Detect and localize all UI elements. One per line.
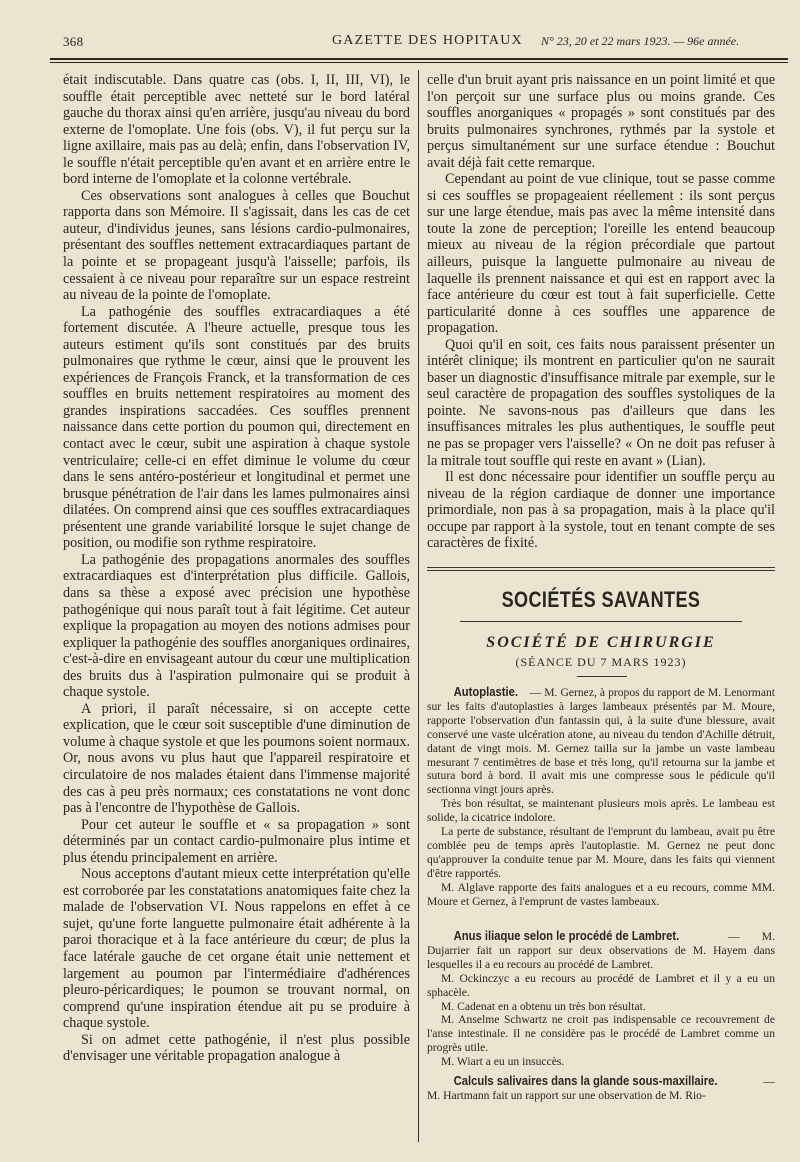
society-title: SOCIÉTÉ DE CHIRURGIE [486, 634, 716, 651]
report-text: La perte de substance, résultant de l'emprunt du lambeau, avait pu être comblée peu de temps après l'autoplastie. M. Gernez ne peut donc qu'approuver la conduite tenue par M. Moure, dans les faits qui viennent d'être rapportés. [427, 825, 775, 880]
paragraph: Cependant au point de vue clinique, tout se passe comme si ces souffles se propageaient réellement : ils sont perçus sur une large étendue, mais pas avec la même intensité dans toute la zone de perception; l'oreille les entend beaucoup mieux au niveau de la région précordiale que partout ailleurs, puisque la languette pulmonaire au niveau de laquelle ils prennent naissance et qui est en rapport avec la face antérieure du cœur est tout à fait superficielle. Cette particularité donne à ces souffles une apparence de propagation. [427, 171, 775, 337]
report-heading: Autoplastie. [453, 685, 518, 699]
paragraph: La pathogénie des souffles extracardiaques a été fortement discutée. A l'heure actuelle, presque tous les auteurs estiment qu'ils sont constitués par des bruits pulmonaires que rythme le cœur, ainsi que le prouvent les expériences de François Franck, et la transformation de ces souffles en bruits nettement respiratoires au moment des grandes inspirations saccadées. Ces souffles prennent naissance dans cette portion du poumon qui, directement en contact avec le cœur, subit une aspiration à chaque systole ventriculaire; celle-ci en effet diminue le volume du cœur dans le sens antéro-postérieur et longitudinal et permet une brusque pénétration de l'air dans les lames pulmonaires ainsi dilatées. On comprend ainsi que ces souffles extracardiaques présentent une grande variabilité lorsque le sujet change de position, ou modifie son rythme respiratoire. [63, 303, 410, 552]
paragraph: La pathogénie des propagations anormales des souffles extracardiaques est d'interprétation plus difficile. Gallois, dans sa thèse a exposé avec précision une hypothèse pathogénique qui nous paraît tout à fait légitime. Cet auteur explique la propagation au moyen des notions admises pour expliquer la pathogénie des souffles anorganiques ordinaires, c'est-à-dire en envisageant autour du cœur une multiplication des bruits dus à l'aspiration pulmonaire qui se produit à chaque systole. [63, 551, 410, 701]
header-rule-thin [50, 62, 788, 63]
paragraph: Pour cet auteur le souffle et « sa propagation » sont déterminés par un contact cardio-pulmonaire plus intime et plus étendu principalement en arrière. [63, 816, 410, 866]
paragraph: Il est donc nécessaire pour identifier un souffle perçu au niveau de la région cardiaque de donner une importance primordiale, non pas à sa propagation, mais à la place qu'il occupe par rapport à la systole, tout en tenant compte de ses caractères de fixité. [427, 469, 775, 552]
column-divider [418, 70, 419, 1142]
section-title-rule [460, 621, 742, 622]
report-text: M. Anselme Schwartz ne croit pas indispensable ce recouvrement de l'anse intestinale. Il ne considère pas le procédé de Lambret comme un progrès utile. [427, 1013, 775, 1055]
report-text: M. Cadenat en a obtenu un très bon résultat. [441, 999, 646, 1013]
section-rule-thin [427, 570, 775, 571]
issue-info: N° 23, 20 et 22 mars 1923. — 96e année. [541, 34, 740, 48]
session-rule [577, 676, 627, 677]
report-text: M. Wiart a eu un insuccès. [441, 1055, 565, 1069]
report-heading: Anus iliaque selon le procédé de Lambret. [453, 929, 680, 943]
section-title: SOCIÉTÉS SAVANTES [501, 587, 701, 612]
journal-title: GAZETTE DES HOPITAUX [332, 33, 523, 48]
report-text: M. Alglave rapporte des faits analogues et a eu recours, comme MM. Moure et Gernez, à l'emprunt de vastes lambeaux. [427, 880, 775, 908]
report-heading: Calculs salivaires dans la glande sous-maxillaire. [453, 1074, 718, 1088]
report-text: Très bon résultat, se maintenant plusieurs mois après. Le lambeau est solide, la cicatrice indolore. [427, 797, 775, 825]
report-anus-iliaque [427, 930, 775, 1069]
paragraph: Si on admet cette pathogénie, il n'est plus possible d'envisager une véritable propagation analogue à [63, 1031, 410, 1065]
left-column [63, 72, 410, 1065]
paragraph: Quoi qu'il en soit, ces faits nous paraissent présenter un intérêt clinique; ils montrent en particulier qu'on ne saurait baser un diagnostic d'insuffisance mitrale par exemple, sur le seul caractère de propagation des souffles systoliques de la pointe. Ne savons-nous pas d'ailleurs que dans les insuffisances mitrales les plus authentiques, le souffle peut ne pas se propager vers l'aisselle? « On ne doit pas refuser à la mitrale tout souffle qui reste en avant » (Lian). [427, 336, 775, 469]
report-text: M. Ockinczyc a eu recours au procédé de Lambret et il y a eu un sphacèle. [427, 971, 775, 999]
section-rule [427, 567, 775, 568]
paragraph: était indiscutable. Dans quatre cas (obs. I, II, III, VI), le souffle était perceptible avec netteté sur le bord latéral gauche du thorax ainsi qu'en arrière, jusqu'au niveau du bord externe de l'omoplate. Une fois (obs. V), il fut perçu sur la ligne axillaire, mais pas au delà; enfin, dans l'observation IV, le souffle n'était perceptible qu'en avant et en arrière entre le bord interne de l'omoplate et la colonne vertébrale. [63, 72, 410, 188]
paragraph: Nous acceptons d'autant mieux cette interprétation qu'elle est corroborée par les constatations anatomiques faite chez la malade de l'observation VI. Nous rappelons en effet à ce sujet, qu'une forte languette pulmonaire était adhérente à la paroi thoracique et à la face antérieure du cœur; de plus la face latérale gauche de cet organe était unie nettement et largement au poumon par l'intermédiaire d'adhérences pleuro-péricardiques; le poumon se trouvant normal, on comprend qu'une inspiration étendue ait pu se produire à chaque systole. [63, 866, 410, 1032]
report-text: — M. Dujarrier fait un rapport sur deux observations de M. Hayem dans lesquelles il a eu recours au procédé de Lambret. [427, 930, 775, 971]
header-rule [50, 58, 788, 60]
paragraph: A priori, il paraît nécessaire, si on accepte cette explication, que le cœur soit susceptible d'une diminution de volume à chaque systole et que les poumons soient normaux. Or, nous avons vu plus haut que l'appareil respiratoire et circulatoire de nos malades étaient dans l'immense majorité des cas à peu près normaux; ces constatations ne vont donc pas à l'encontre de l'hypothèse de Gallois. [63, 700, 410, 817]
session-date: (SÉANCE DU 7 MARS 1923) [515, 655, 687, 669]
paragraph: celle d'un bruit ayant pris naissance en un point limité et que l'on perçoit sur une surface plus ou moins grande. Ces souffles anorganiques « propagés » sont constitués par des bruits pulmonaires synchrones, rythmés par la systole et perçus simultanément sur une surface étendue : Bouchut avait déjà fait cette remarque. [427, 72, 775, 171]
page-header [50, 30, 788, 52]
report-autoplastie [427, 686, 775, 909]
page-number: 368 [63, 34, 84, 49]
report-text: — M. Gernez, à propos du rapport de M. Lenormant sur les faits d'autoplasties à larges lambeaux présentés par M. Moure, rapporte l'observation d'un fantassin qui, à la suite d'une blessure, avait conservé une vaste ulcération atone, au niveau du tendon d'Achille détruit, datant de vingt mois. M. Gernez tailla sur la jambe un vaste lambeau mesurant 7 centimètres de base et très long, qu'il retourna sur la jambe et sutura bord à bord. Il avait mis une compresse sous le pédicule qu'il sectionna vingt jours après. [427, 686, 775, 797]
paragraph: Ces observations sont analogues à celles que Bouchut rapporta dans son Mémoire. Il s'agissait, dans les cas de cet auteur, d'individus jeunes, sans lésions cardio-pulmonaires, présentant des souffles nettement extracardiaques partant de la pointe et se propageant jusqu'à l'aisselle; parfois, ils cessaient à ce niveau pour reparaître sur un espace restreint au niveau de la pointe de l'omoplate. [63, 187, 410, 304]
report-text: — M. Hartmann fait un rapport sur une observation de M. Rio- [427, 1075, 775, 1102]
report-calculs [427, 1075, 775, 1103]
right-column [427, 72, 775, 552]
